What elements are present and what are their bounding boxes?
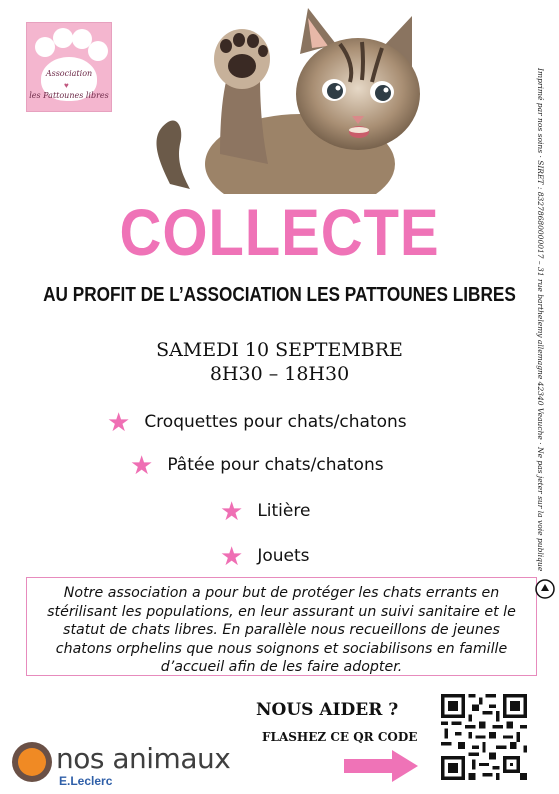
brand-name: nos animaux <box>56 742 231 775</box>
star-icon: ★ <box>220 541 244 571</box>
event-hours: 8H30 – 18H30 <box>209 363 350 385</box>
page-subtitle: AU PROFIT DE L’ASSOCIATION LES PATTOUNES LIBRES <box>43 284 516 306</box>
list-item <box>107 407 407 437</box>
list-item-label: Pâtée pour chats/chatons <box>167 455 384 475</box>
heart-icon: ♥ <box>64 81 69 90</box>
recycle-icon <box>535 579 555 599</box>
list-item <box>220 496 311 526</box>
list-item-label: Croquettes pour chats/chatons <box>144 412 407 432</box>
star-icon: ★ <box>220 496 244 526</box>
brand-logo-icon <box>12 742 52 782</box>
list-item <box>130 450 384 480</box>
qr-code[interactable] <box>441 694 527 780</box>
list-item <box>220 541 310 571</box>
page-title: COLLECTE <box>119 195 440 269</box>
description-box: Notre association a pour but de protéger les chats errants en stérilisant les populations, en leur assurant un suivi sanitaire et le statut de chats libres. En parallèle nous recueillons de jeunes chatons orphelins que nous soignons et sociabilisons en famille d’accueil afin de les faire adopter. <box>26 577 537 676</box>
event-date: SAMEDI 10 SEPTEMBRE <box>156 339 403 361</box>
association-logo <box>26 22 112 112</box>
list-item-label: Litière <box>257 501 311 521</box>
list-item-label: Jouets <box>257 546 310 566</box>
help-title: NOUS AIDER ? <box>256 700 399 720</box>
arrow-right-icon <box>344 750 418 782</box>
kitten-image <box>150 4 450 194</box>
logo-text-line1: Association <box>45 69 93 78</box>
star-icon: ★ <box>130 450 154 480</box>
brand-subtitle: E.Leclerc <box>59 774 113 788</box>
star-icon: ★ <box>107 407 131 437</box>
help-subtitle: FLASHEZ CE QR CODE <box>262 730 418 744</box>
legal-text: Imprimé par nos soins · SIRET : 83278680000017 – 31 rue barthelemy allemagne 42340 Veauche · Ne pas jeter sur la voie publique <box>536 68 545 572</box>
logo-text-line2: les Pattounes libres <box>29 91 109 100</box>
